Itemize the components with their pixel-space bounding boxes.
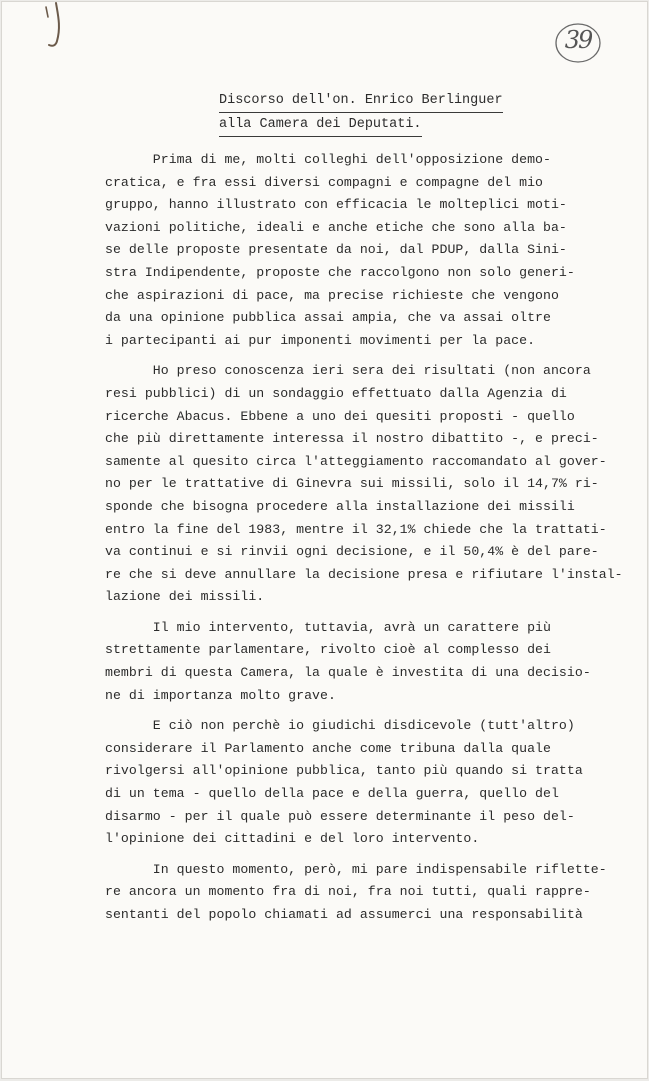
text-line: se delle proposte presentate da noi, dal PDUP, dalla Sini- <box>105 242 567 258</box>
text-line: samente al quesito circa l'atteggiamento raccomandato al gover- <box>105 453 607 469</box>
paragraph <box>105 360 623 609</box>
text-line: re che si deve annullare la decisione presa e rifiutare l'instal- <box>105 566 623 582</box>
text-line: disarmo - per il quale può essere determinante il peso del- <box>105 808 575 824</box>
text-line: entro la fine del 1983, mentre il 32,1% chiede che la trattati- <box>105 521 607 537</box>
text-line: membri di questa Camera, la quale è investita di una decisio- <box>105 665 591 681</box>
text-line: ne di importanza molto grave. <box>105 687 336 703</box>
text-line: ricerche Abacus. Ebbene a uno dei quesiti proposti - quello <box>105 408 575 424</box>
title-line: alla Camera dei Deputati. <box>219 115 422 137</box>
document-page <box>1 1 648 1079</box>
text-line: strettamente parlamentare, rivolto cioè al complesso dei <box>105 642 551 658</box>
handwritten-corner-mark <box>39 1 89 51</box>
text-line: re ancora un momento fra di noi, fra noi tutti, quali rappre- <box>105 884 591 900</box>
text-line: resi pubblici) di un sondaggio effettuato dalla Agenzia di <box>105 385 567 401</box>
text-line: Il mio intervento, tuttavia, avrà un carattere più <box>105 619 551 635</box>
text-line: considerare il Parlamento anche come tribuna dalla quale <box>105 740 551 756</box>
paragraph <box>105 149 605 352</box>
text-line: cratica, e fra essi diversi compagni e compagne del mio <box>105 174 544 190</box>
text-line: sentanti del popolo chiamati ad assumerci una responsabilità <box>105 907 583 922</box>
document-title <box>219 91 503 139</box>
text-line: sponde che bisogna procedere alla installazione dei missili <box>105 498 575 514</box>
text-line: rivolgersi all'opinione pubblica, tanto più quando si tratta <box>105 763 583 779</box>
paragraph <box>105 715 605 851</box>
speech-body <box>105 149 623 935</box>
text-line: In questo momento, però, mi pare indispensabile riflette- <box>105 861 607 877</box>
title-line: Discorso dell'on. Enrico Berlinguer <box>219 91 503 113</box>
paragraph <box>105 617 605 707</box>
text-line: Prima di me, molti colleghi dell'opposizione demo- <box>105 152 551 167</box>
text-line: stra Indipendente, proposte che raccolgono non solo generi- <box>105 264 575 280</box>
text-line: E ciò non perchè io giudichi disdicevole (tutt'altro) <box>105 718 575 734</box>
text-line: da una opinione pubblica assai ampia, che va assai oltre <box>105 310 551 326</box>
text-line: che aspirazioni di pace, ma precise richieste che vengono <box>105 287 559 303</box>
text-line: va continui e si rinvii ogni decisione, e il 50,4% è del pare- <box>105 544 599 560</box>
text-line: Ho preso conoscenza ieri sera dei risultati (non ancora <box>105 363 591 379</box>
text-line: no per le trattative di Ginevra sui missili, solo il 14,7% ri- <box>105 476 599 492</box>
text-line: l'opinione dei cittadini e del loro intervento. <box>105 831 480 847</box>
page-number: 39 <box>564 26 592 54</box>
text-line: i partecipanti ai pur imponenti movimenti per la pace. <box>105 332 536 348</box>
paragraph <box>105 859 605 927</box>
text-line: vazioni politiche, ideali e anche etiche che sono alla ba- <box>105 219 567 235</box>
text-line: lazione dei missili. <box>105 589 265 605</box>
text-line: di un tema - quello della pace e della guerra, quello del <box>105 786 559 802</box>
page-number-stamp <box>553 21 603 65</box>
text-line: gruppo, hanno illustrato con efficacia le molteplici moti- <box>105 197 567 213</box>
text-line: che più direttamente interessa il nostro dibattito -, e preci- <box>105 431 599 447</box>
